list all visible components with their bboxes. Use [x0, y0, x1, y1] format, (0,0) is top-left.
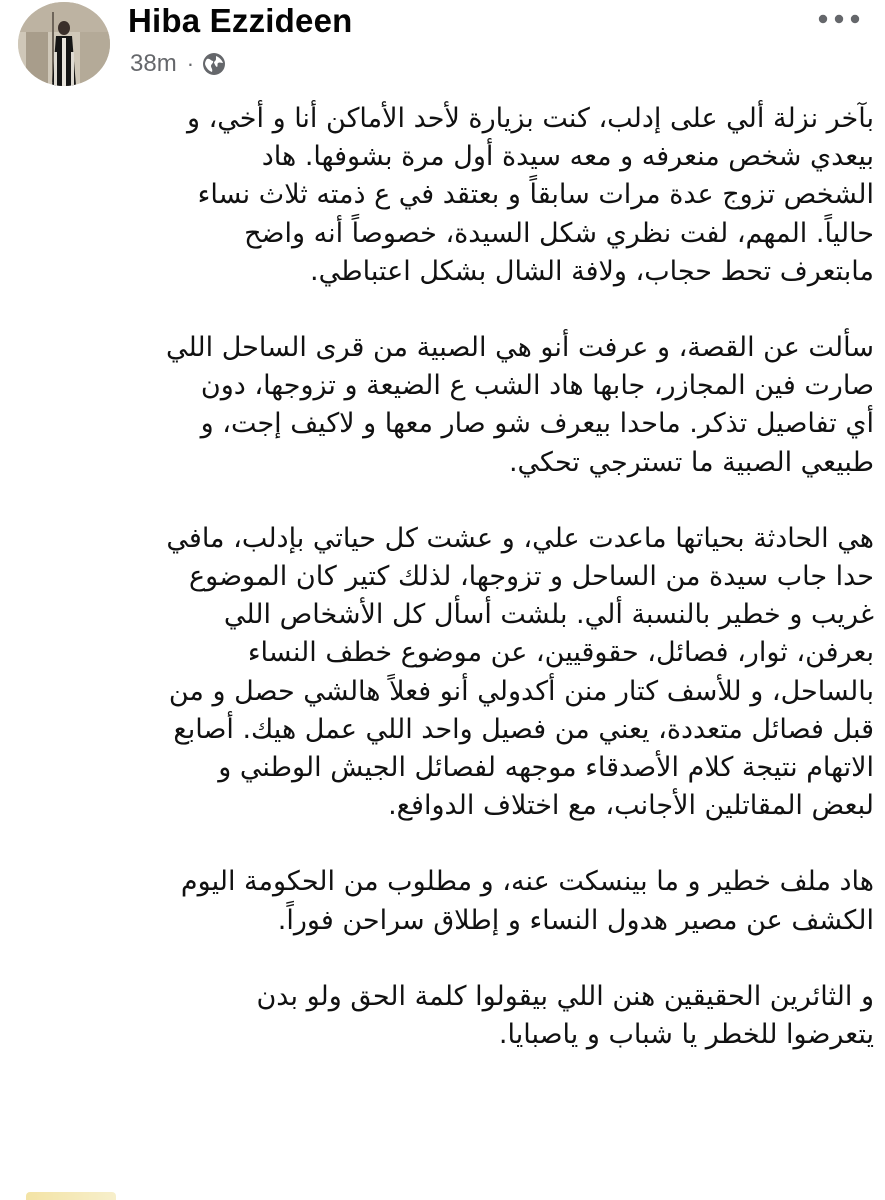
- more-options-button[interactable]: [815, 6, 863, 32]
- post-meta: [130, 50, 226, 78]
- text-line: و الثائرين الحقيقين هنن اللي بيقولوا كلمة الحق ولو بدن: [256, 980, 874, 1012]
- text-line: لبعض المقاتلين الأجانب، مع اختلاف الدوافع.: [388, 790, 874, 822]
- globe-icon[interactable]: [202, 52, 226, 76]
- text-line: الشخص تزوج عدة مرات سابقاً و بعتقد في ع ذمته ثلاث نساء: [197, 179, 874, 211]
- text-line: مابتعرف تحط حجاب، ولافة الشال بشكل اعتباطي.: [310, 255, 874, 287]
- text-line: طبيعي الصبية ما تسترجي تحكي.: [508, 446, 874, 478]
- post-paragraph: [16, 100, 874, 291]
- text-line: بالساحل، و للأسف كتار منن أكدولي أنو فعلاً هالشي حصل و من: [168, 675, 874, 707]
- text-line: هاد ملف خطير و ما بينسكت عنه، و مطلوب من الحكومة اليوم: [180, 866, 874, 898]
- author-name[interactable]: Hiba Ezzideen: [128, 2, 353, 39]
- text-line: هي الحادثة بحياتها ماعدت علي، و عشت كل حياتي بإدلب، مافي: [166, 522, 874, 554]
- author-avatar[interactable]: [18, 2, 110, 86]
- reaction-emoji-peek: [26, 1192, 116, 1200]
- text-line: يتعرضوا للخطر يا شباب و ياصبايا.: [498, 1019, 874, 1051]
- post-paragraph: [16, 863, 874, 939]
- text-line: حالياً. المهم، لفت نظري شكل السيدة، خصوصاً أنه واضح: [244, 217, 874, 249]
- text-line: حدا جاب سيدة من الساحل و تزوجها، لذلك كتير كان الموضوع: [189, 561, 874, 593]
- text-line: الكشف عن مصير هدول النساء و إطلاق سراحن فوراً.: [277, 904, 874, 936]
- post-timestamp[interactable]: 38m: [130, 50, 177, 77]
- text-line: قبل فصائل متعددة، يعني من فصيل واحد اللي عمل هيك. أصابع: [173, 713, 874, 745]
- post-paragraph: [16, 978, 874, 1054]
- post-paragraph: [16, 520, 874, 826]
- text-line: صارت فين المجازر، جابها هاد الشب ع الضيعة و تزوجها، دون: [200, 370, 874, 402]
- post-paragraph: [16, 329, 874, 482]
- avatar-photo: [18, 2, 110, 86]
- text-line: سألت عن القصة، و عرفت أنو هي الصبية من قرى الساحل اللي: [165, 332, 874, 364]
- post-header: [0, 0, 885, 90]
- post-text: [16, 100, 874, 1092]
- text-line: الاتهام نتيجة كلام الأصدقاء موجهه لفصائل الجيش الوطني و: [218, 752, 874, 784]
- meta-separator: ·: [186, 51, 195, 76]
- more-options-icon: [815, 6, 863, 32]
- text-line: أي تفاصيل تذكر. ماحدا بيعرف شو صار معها و لاكيف إجت، و: [200, 408, 874, 440]
- text-line: بيعدي شخص منعرفه و معه سيدة أول مرة بشوفها. هاد: [261, 141, 874, 173]
- text-line: غريب و خطير بالنسبة ألي. بلشت أسأل كل الأشخاص اللي: [223, 599, 874, 631]
- text-line: بآخر نزلة ألي على إدلب، كنت بزيارة لأحد الأماكن أنا و أخي، و: [186, 103, 874, 134]
- text-line: بعرفن، ثوار، فصائل، حقوقيين، عن موضوع خطف النساء: [247, 637, 874, 669]
